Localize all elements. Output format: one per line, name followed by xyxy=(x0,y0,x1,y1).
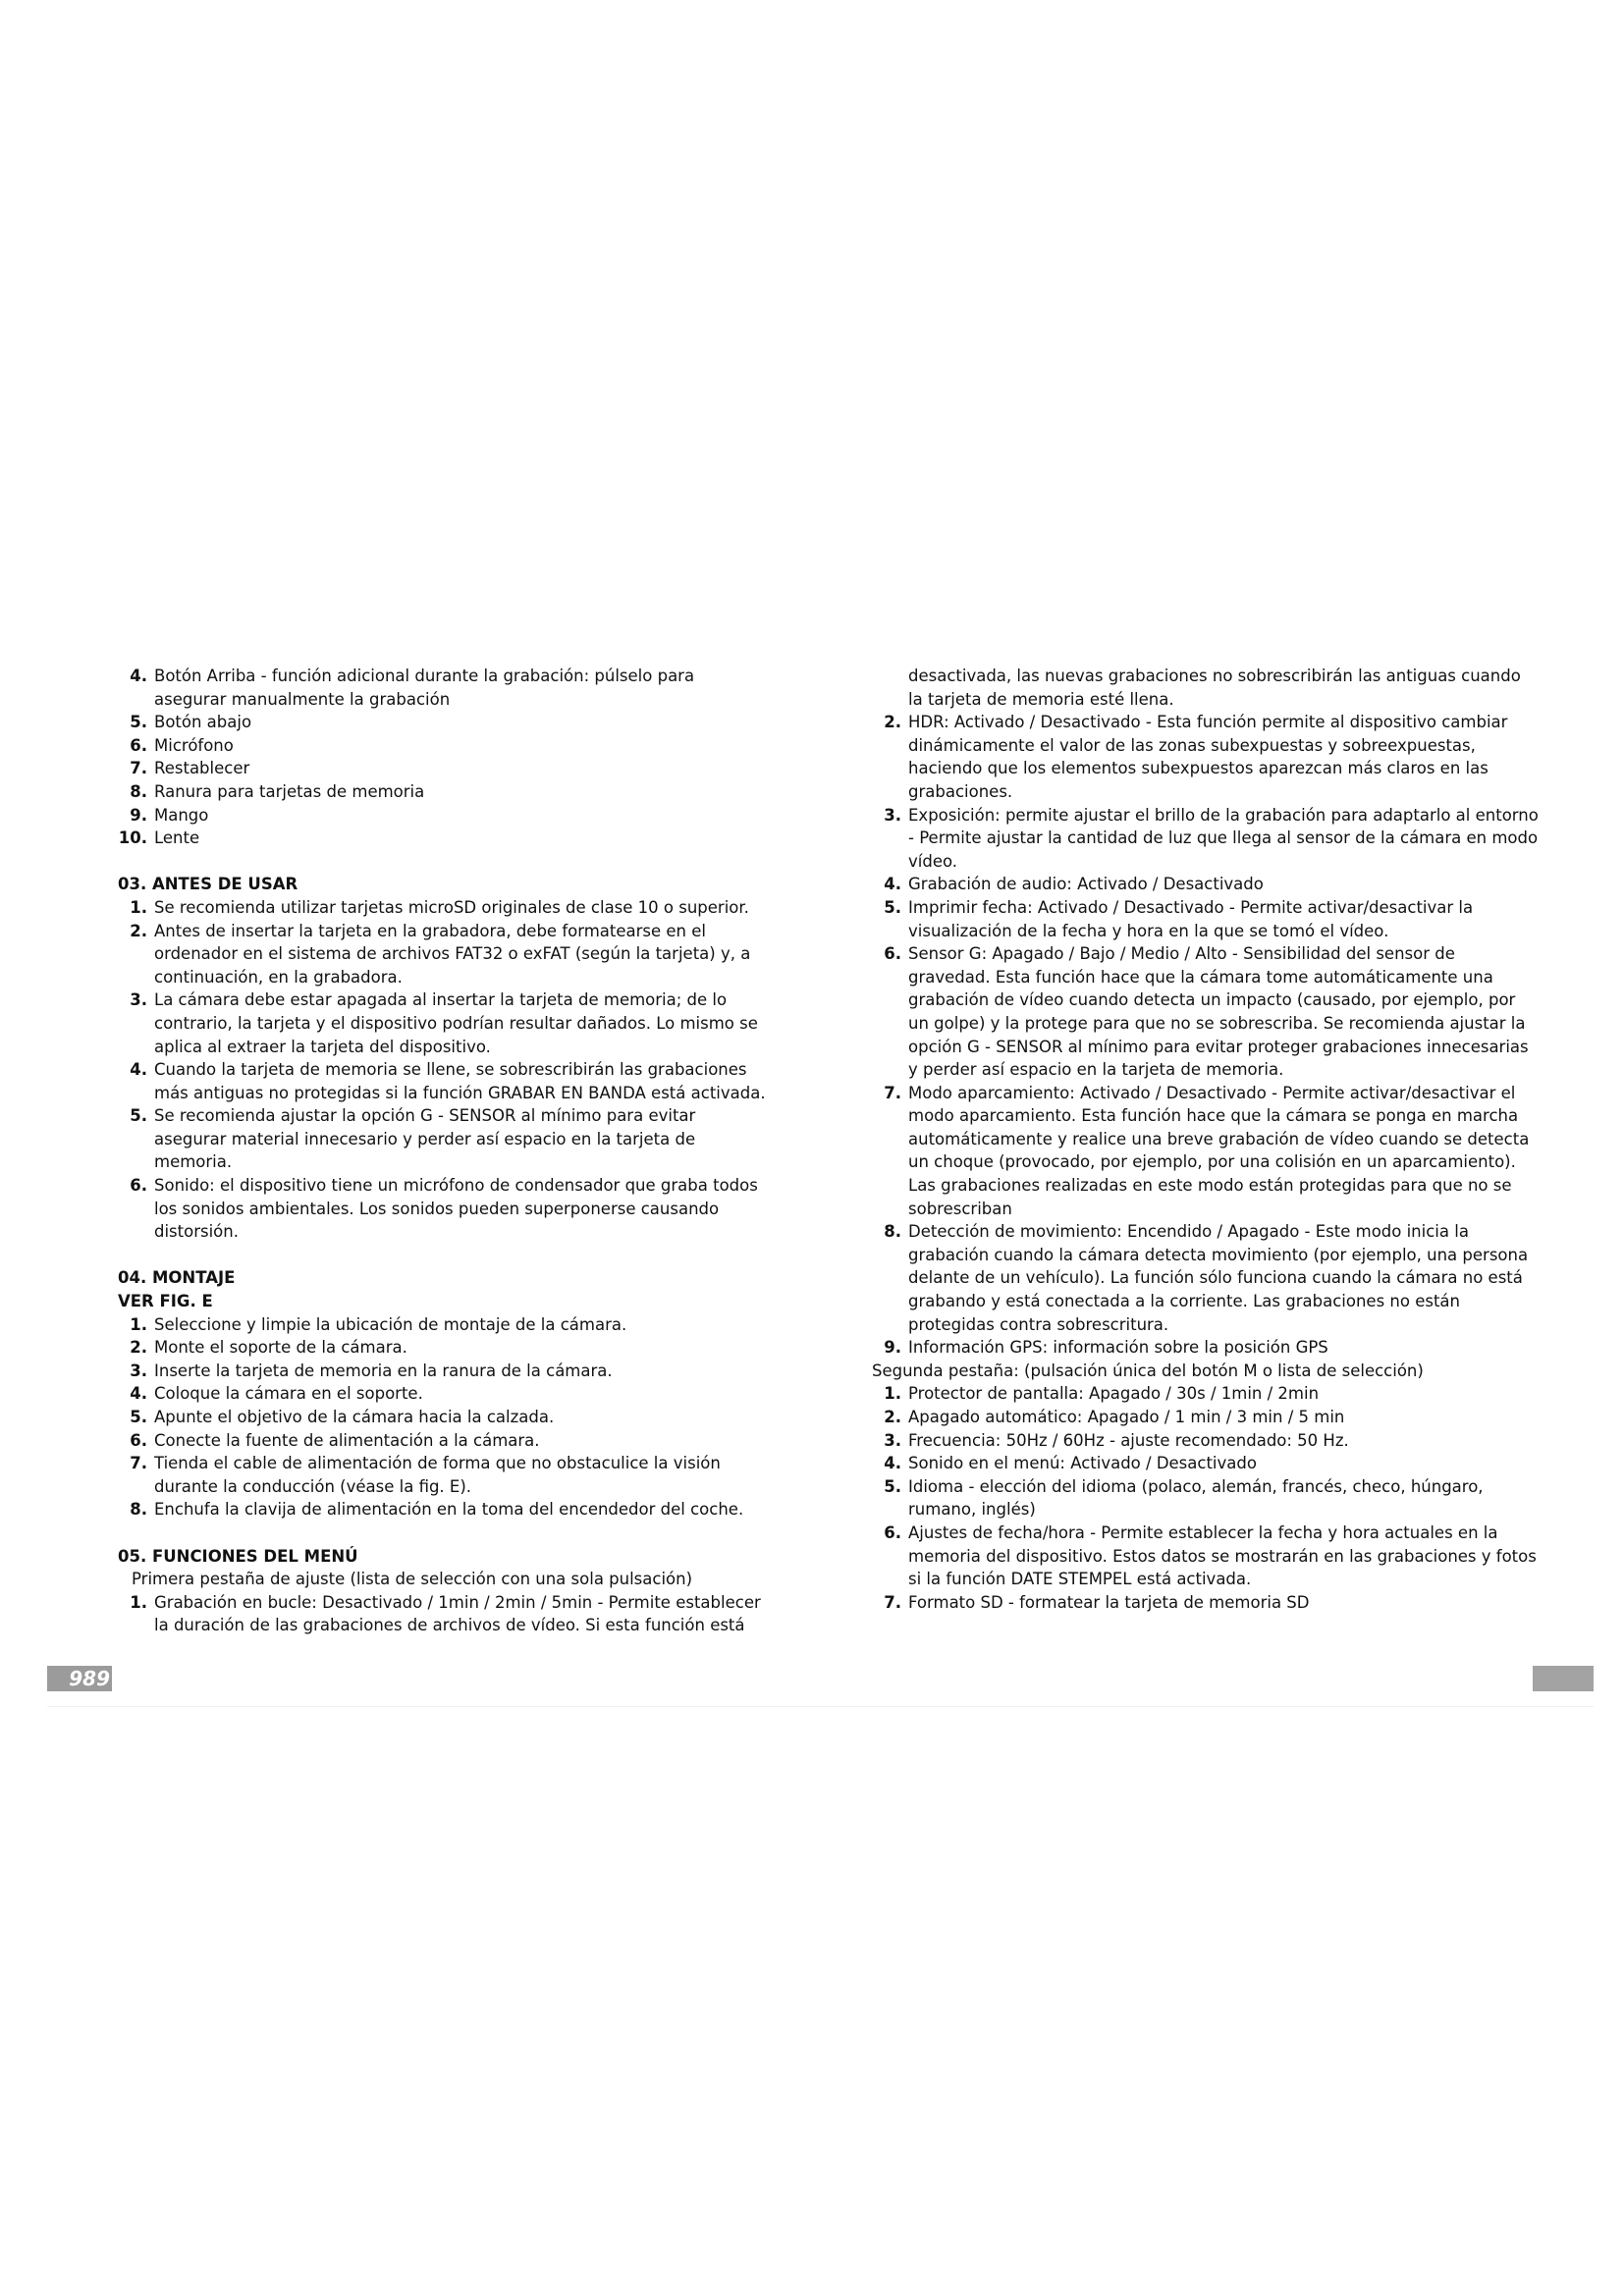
list-item-text: HDR: Activado / Desactivado - Esta función permite al dispositivo cambiar dinámicamente el valor de las zonas subexpuestas y sobreexpuestas, haciendo que los elementos subexpuestos aparezcan más claros en las grabaciones. xyxy=(908,713,1508,801)
mounting-list xyxy=(118,1313,766,1522)
list-item-number: 8. xyxy=(130,1500,147,1520)
list-item xyxy=(118,920,766,989)
before-use-list xyxy=(118,896,766,1244)
list-item-text: Imprimir fecha: Activado / Desactivado - Permite activar/desactivar la visualización de la fecha y hora en la que se tomó el vídeo. xyxy=(908,897,1474,940)
list-item-text: Micrófono xyxy=(154,735,234,755)
page-number: 989 xyxy=(69,1667,110,1690)
list-item-text: Antes de insertar la tarjeta en la grabadora, debe formatearse en el ordenador en el sistema de archivos FAT32 o exFAT (según la tarjeta) y, a continuación, en la grabadora. xyxy=(154,921,751,987)
list-item-text: Formato SD - formatear la tarjeta de memoria SD xyxy=(908,1592,1310,1612)
list-item xyxy=(118,734,766,758)
list-item-text: Sonido en el menú: Activado / Desactivado xyxy=(908,1454,1257,1473)
left-column xyxy=(118,665,766,1637)
list-item-text: Detección de movimiento: Encendido / Apagado - Este modo inicia la grabación cuando la cámara detecta movimiento (por ejemplo, una persona delante de un vehículo). La función sólo funciona cuando la cámara no está grabando y está conectada a la corriente. Las grabaciones no están protegidas contra sobrescritura. xyxy=(908,1222,1529,1334)
list-item xyxy=(118,896,766,920)
list-item xyxy=(872,1429,1540,1453)
list-item xyxy=(872,896,1540,942)
list-item-number: 6. xyxy=(884,944,901,964)
list-item-number: 10. xyxy=(118,828,147,848)
list-item-number: 6. xyxy=(130,1430,147,1450)
list-item xyxy=(118,804,766,828)
list-item-number: 2. xyxy=(130,921,147,940)
list-item xyxy=(118,1360,766,1383)
list-item xyxy=(872,1522,1540,1591)
list-item-number: 4. xyxy=(130,1060,147,1080)
list-item-number: 6. xyxy=(884,1522,901,1542)
list-item-text: Apagado automático: Apagado / 1 min / 3 min / 5 min xyxy=(908,1408,1345,1426)
list-item-text: Coloque la cámara en el soporte. xyxy=(154,1384,423,1404)
list-item-text: Enchufa la clavija de alimentación en la toma del encendedor del coche. xyxy=(154,1500,744,1520)
list-item-text: Cuando la tarjeta de memoria se llene, se sobrescribirán las grabaciones más antiguas no protegidas si la función GRABAR EN BANDA está activada. xyxy=(154,1060,766,1102)
first-tab-list xyxy=(872,711,1540,1360)
section-heading-before-use: 03. ANTES DE USAR xyxy=(118,875,298,894)
list-item-number: 7. xyxy=(130,1454,147,1473)
list-item-number: 4. xyxy=(130,667,147,685)
first-tab-intro: Primera pestaña de ajuste (lista de selección con una sola pulsación) xyxy=(132,1570,693,1589)
list-item-number: 6. xyxy=(130,735,147,755)
list-item xyxy=(118,988,766,1058)
list-item xyxy=(118,1498,766,1522)
section-subheading-fig: VER FIG. E xyxy=(118,1292,213,1311)
list-item xyxy=(118,780,766,804)
list-item xyxy=(872,1220,1540,1336)
second-tab-list xyxy=(872,1382,1540,1614)
list-item-text: Monte el soporte de la cámara. xyxy=(154,1338,407,1358)
list-item-number: 7. xyxy=(884,1083,901,1102)
list-item xyxy=(118,1104,766,1174)
list-item xyxy=(872,804,1540,874)
list-item-number: 1. xyxy=(130,897,147,917)
list-item-number: 1. xyxy=(130,1592,147,1612)
list-item-text: Frecuencia: 50Hz / 60Hz - ajuste recomendado: 50 Hz. xyxy=(908,1430,1349,1450)
list-item-number: 8. xyxy=(884,1222,901,1242)
footer-divider xyxy=(47,1706,1594,1707)
list-item-number: 4. xyxy=(130,1384,147,1404)
list-item xyxy=(118,1591,766,1637)
list-item-number: 9. xyxy=(884,1338,901,1358)
list-item-text: Grabación de audio: Activado / Desactivado xyxy=(908,875,1264,894)
section-heading-mounting: 04. MONTAJE xyxy=(118,1268,236,1288)
list-item-number: 5. xyxy=(130,1408,147,1426)
list-item-number: 5. xyxy=(130,1106,147,1126)
list-item xyxy=(118,1336,766,1360)
second-tab-intro: Segunda pestaña: (pulsación única del botón M o lista de selección) xyxy=(872,1361,1424,1380)
list-item xyxy=(872,942,1540,1082)
list-item-text: Información GPS: información sobre la posición GPS xyxy=(908,1338,1328,1358)
list-item xyxy=(118,1382,766,1406)
list-item-number: 2. xyxy=(884,713,901,732)
list-item-number: 5. xyxy=(884,1476,901,1496)
list-item xyxy=(118,757,766,780)
list-item-text: Apunte el objetivo de la cámara hacia la calzada. xyxy=(154,1408,555,1426)
list-item xyxy=(872,873,1540,896)
list-item xyxy=(118,1058,766,1104)
list-item xyxy=(872,711,1540,803)
list-item-number: 4. xyxy=(884,1454,901,1473)
list-item xyxy=(872,1382,1540,1406)
list-item xyxy=(118,1313,766,1337)
list-item-number: 4. xyxy=(884,875,901,894)
list-item xyxy=(872,1452,1540,1475)
list-item-text: Exposición: permite ajustar el brillo de la grabación para adaptarlo al entorno - Permite ajustar la cantidad de luz que llega al sensor de la cámara en modo vídeo. xyxy=(908,805,1539,871)
list-item-text: Se recomienda utilizar tarjetas microSD originales de clase 10 o superior. xyxy=(154,897,749,917)
list-item xyxy=(872,1591,1540,1615)
list-item-text: Ranura para tarjetas de memoria xyxy=(154,781,425,801)
list-item-number: 3. xyxy=(130,990,147,1010)
list-item xyxy=(872,1475,1540,1522)
list-item xyxy=(118,1174,766,1244)
list-item xyxy=(118,827,766,850)
right-column xyxy=(872,665,1540,1614)
list-item-number: 2. xyxy=(884,1408,901,1426)
list-item-text: Protector de pantalla: Apagado / 30s / 1min / 2min xyxy=(908,1384,1320,1404)
list-item-number: 7. xyxy=(130,759,147,778)
list-item-number: 7. xyxy=(884,1592,901,1612)
list-item-text: Seleccione y limpie la ubicación de montaje de la cámara. xyxy=(154,1314,627,1334)
list-item xyxy=(118,1452,766,1498)
list-item-text: Lente xyxy=(154,828,200,848)
page-number-badge xyxy=(47,1666,112,1691)
list-item-number: 3. xyxy=(884,805,901,825)
list-item-text: Idioma - elección del idioma (polaco, alemán, francés, checo, húngaro, rumano, inglés) xyxy=(908,1476,1484,1520)
list-item-number: 6. xyxy=(130,1176,147,1196)
list-item-text: Modo aparcamiento: Activado / Desactivado - Permite activar/desactivar el modo aparcamiento. Esta función hace que la cámara se ponga en marcha automáticamente y realice una breve grabación de vídeo cuando se detecta un choque (provocado, por ejemplo, por una colisión en un aparcamiento). Las grabaciones realizadas en este modo están protegidas para que no se sobrescriban xyxy=(908,1083,1530,1218)
list-item-number: 2. xyxy=(130,1338,147,1358)
list-item-text: Botón Arriba - función adicional durante la grabación: púlselo para asegurar manualmente la grabación xyxy=(154,667,695,709)
list-item xyxy=(118,711,766,734)
continuation-text: desactivada, las nuevas grabaciones no sobrescribirán las antiguas cuando la tarjeta de memoria esté llena. xyxy=(908,667,1521,709)
section-heading-menu-functions: 05. FUNCIONES DEL MENÚ xyxy=(118,1546,358,1566)
list-item-number: 3. xyxy=(130,1361,147,1380)
list-item-number: 5. xyxy=(884,897,901,917)
list-item-number: 8. xyxy=(130,781,147,801)
list-item-text: Se recomienda ajustar la opción G - SENSOR al mínimo para evitar asegurar material innecesario y perder así espacio en la tarjeta de memoria. xyxy=(154,1106,696,1172)
list-item-text: Sensor G: Apagado / Bajo / Medio / Alto - Sensibilidad del sensor de gravedad. Esta función hace que la cámara tome automáticamente una grabación de vídeo cuando detecta un impacto (causado, por ejemplo, por un golpe) y la protege para que no se sobrescriba. Se recomienda ajustar la opción G - SENSOR al mínimo para evitar proteger grabaciones innecesarias y perder así espacio en la tarjeta de memoria. xyxy=(908,944,1529,1080)
list-item-number: 1. xyxy=(884,1384,901,1404)
list-item-text: Sonido: el dispositivo tiene un micrófono de condensador que graba todos los sonidos ambientales. Los sonidos pueden superponerse causando distorsión. xyxy=(154,1176,758,1242)
list-item-text: Ajustes de fecha/hora - Permite establecer la fecha y hora actuales en la memoria del dispositivo. Estos datos se mostrarán en las grabaciones y fotos si la función DATE STEMPEL está activada. xyxy=(908,1522,1537,1589)
list-item xyxy=(872,1082,1540,1221)
list-item xyxy=(872,1336,1540,1360)
list-item xyxy=(118,665,766,711)
list-item-number: 5. xyxy=(130,713,147,732)
list-item-text: Tienda el cable de alimentación de forma que no obstaculice la visión durante la conducción (véase la fig. E). xyxy=(154,1454,721,1496)
menu-functions-list xyxy=(118,1591,766,1637)
list-item-text: Conecte la fuente de alimentación a la cámara. xyxy=(154,1430,540,1450)
list-item-number: 9. xyxy=(130,805,147,825)
parts-list xyxy=(118,665,766,850)
list-item-number: 3. xyxy=(884,1430,901,1450)
page-tab-marker xyxy=(1533,1666,1594,1691)
list-item xyxy=(118,1406,766,1429)
list-item-number: 1. xyxy=(130,1314,147,1334)
list-item-text: Inserte la tarjeta de memoria en la ranura de la cámara. xyxy=(154,1361,613,1380)
list-item-text: La cámara debe estar apagada al insertar la tarjeta de memoria; de lo contrario, la tarjeta y el dispositivo podrían resultar dañados. Lo mismo se aplica al extraer la tarjeta del dispositivo. xyxy=(154,990,758,1056)
list-item xyxy=(118,1429,766,1453)
list-item xyxy=(872,1406,1540,1429)
list-item-text: Botón abajo xyxy=(154,713,252,732)
list-item-text: Mango xyxy=(154,805,209,825)
list-item-text: Grabación en bucle: Desactivado / 1min / 2min / 5min - Permite establecer la duración de las grabaciones de archivos de vídeo. Si esta función está xyxy=(154,1592,761,1635)
list-item-text: Restablecer xyxy=(154,759,250,778)
